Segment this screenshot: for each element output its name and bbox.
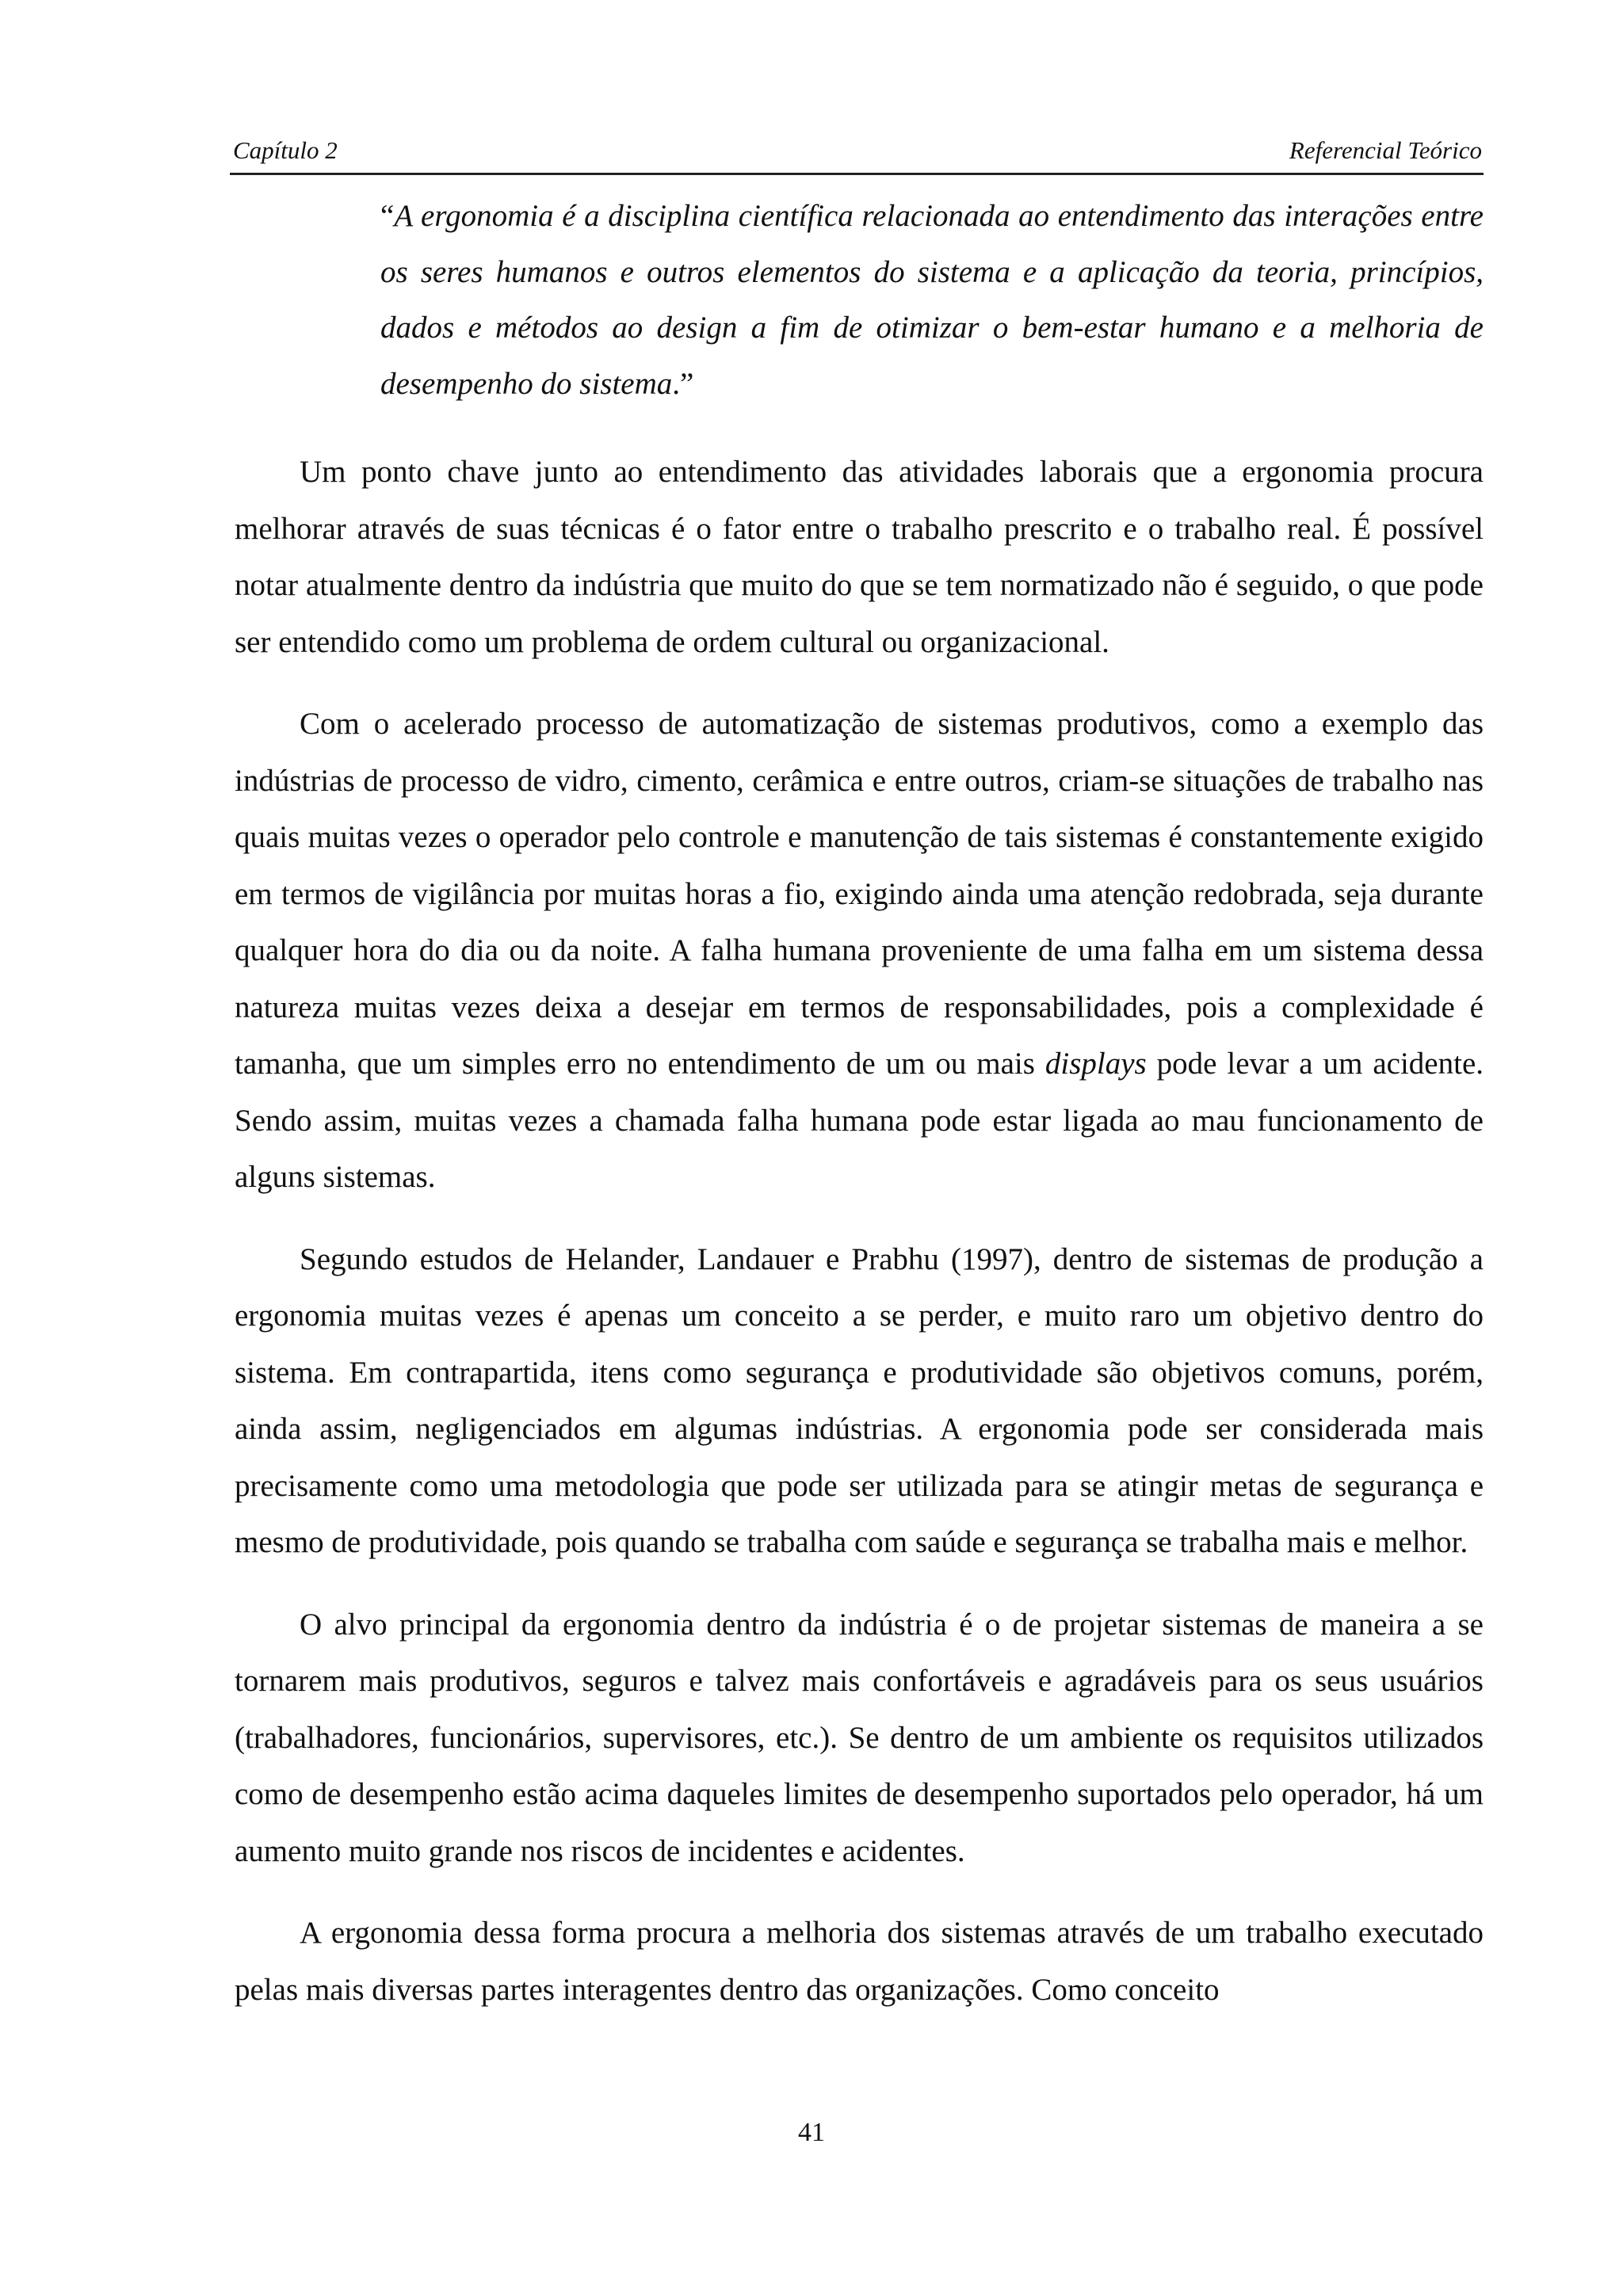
body-text	[235, 444, 1484, 2043]
paragraph: Um ponto chave junto ao entendimento das atividades laborais que a ergonomia procura melhorar através de suas técnicas é o fator entre o trabalho prescrito e o trabalho real. É possível notar atualmente dentro da indústria que muito do que se tem normatizado não é seguido, o que pode ser entendido como um problema de ordem cultural ou organizacional.	[235, 455, 1484, 659]
running-header	[230, 133, 1484, 175]
quote-text: A ergonomia é a disciplina científica relacionada ao entendimento das interações entre os seres humanos e outros elementos do sistema e a aplicação da teoria, princípios, dados e métodos ao design a fim de otimizar o bem-estar humano e a melhoria de desempenho do sistema	[380, 199, 1484, 401]
italic-term: displays	[1044, 1047, 1147, 1081]
paragraph	[235, 696, 1484, 1206]
paragraph: O alvo principal da ergonomia dentro da indústria é o de projetar sistemas de maneira a se tornarem mais produtivos, seguros e talvez mais confortáveis e agradáveis para os seus usuários (trabalhadores, funcionários, supervisores, etc.). Se dentro de um ambiente os requisitos utilizados como de desempenho estão acima daqueles limites de desempenho suportados pelo operador, há um aumento muito grande nos riscos de incidentes e acidentes.	[235, 1607, 1484, 1868]
chapter-label: Capítulo 2	[233, 136, 338, 164]
paragraph-text: Com o acelerado processo de automatização de sistemas produtivos, como a exemplo das indústrias de processo de vidro, cimento, cerâmica e entre outros, criam-se situações de trabalho nas quais muitas vezes o operador pelo controle e manutenção de tais sistemas é constantemente exigido em termos de vigilância por muitas horas a fio, exigindo ainda uma atenção redobrada, seja durante qualquer hora do dia ou da noite. A falha humana proveniente de uma falha em um sistema dessa natureza muitas vezes deixa a desejar em termos de responsabilidades, pois a complexidade é tamanha, que um simples erro no entendimento de um ou mais	[235, 707, 1484, 1081]
section-label: Referencial Teórico	[1289, 136, 1482, 164]
paragraph: A ergonomia dessa forma procura a melhoria dos sistemas através de um trabalho executado pelas mais diversas partes interagentes dentro das organizações. Como conceito	[235, 1916, 1484, 2007]
quote-open-mark: “	[380, 199, 395, 233]
page-number: 41	[798, 2118, 825, 2147]
paragraph: Segundo estudos de Helander, Landauer e Prabhu (1997), dentro de sistemas de produção a ergonomia muitas vezes é apenas um conceito a se perder, e muito raro um objetivo dentro do sistema. Em contrapartida, itens como segurança e produtividade são objetivos comuns, porém, ainda assim, negligenciados em algumas indústrias. A ergonomia pode ser considerada mais precisamente como uma metodologia que pode ser utilizada para se atingir metas de segurança e mesmo de produtividade, pois quando se trabalha com saúde e segurança se trabalha mais e melhor.	[235, 1241, 1484, 1559]
quote-close-mark: .”	[672, 366, 694, 401]
paragraph-text: pode levar a um acidente. Sendo assim, muitas vezes a chamada falha humana pode estar ligada ao mau funcionamento de alguns sistemas.	[235, 1047, 1484, 1194]
block-quote	[380, 189, 1484, 412]
